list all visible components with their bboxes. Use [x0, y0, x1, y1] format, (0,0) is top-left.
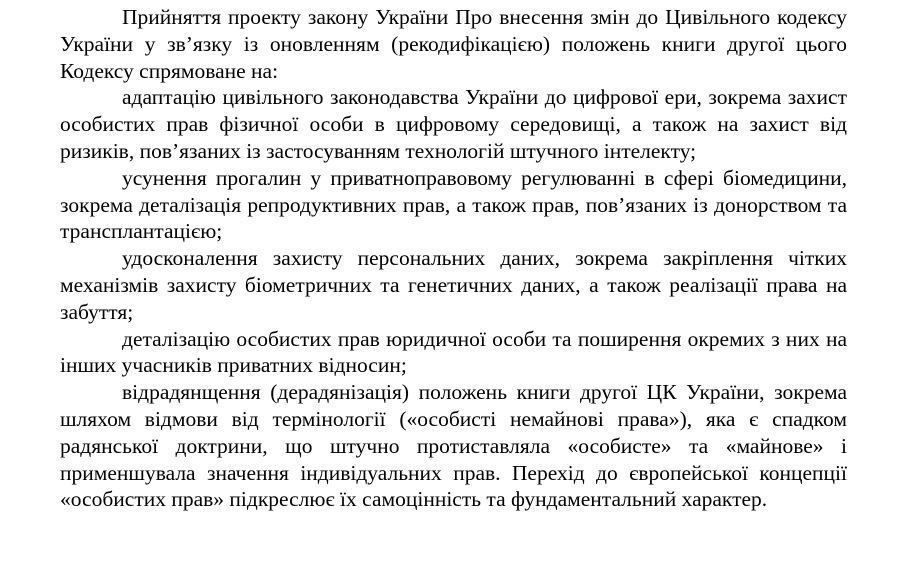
document-body — [60, 4, 847, 513]
list-item: адаптацію цивільного законодавства України до цифрової ери, зокрема захист особистих прав фізичної особи в цифровому середовищі, а також на захист від ризиків, пов’язаних із застосуванням технологій штучного інтелекту; — [60, 85, 847, 163]
intro-paragraph: Прийняття проекту закону України Про внесення змін до Цивільного кодексу України у зв’язку із оновленням (рекодифікацією) положень книги другої цього Кодексу спрямоване на: — [60, 5, 847, 83]
list-item: удосконалення захисту персональних даних, зокрема закріплення чітких механізмів захисту біометричних та генетичних даних, а також реалізації права на забуття; — [60, 246, 847, 324]
list-item: деталізацію особистих прав юридичної особи та поширення окремих з них на інших учасників приватних відносин; — [60, 326, 847, 378]
list-item: відрадянщення (дерадянізація) положень книги другої ЦК України, зокрема шляхом відмови від термінології («особисті немайнові права»), яка є спадком радянської доктрини, що штучно протиставляла «особисте» та «майнове» і применшувала значення індивідуальних прав. Перехід до європейської концепції «особистих прав» підкреслює їх самоцінність та фундаментальний характер. — [60, 380, 847, 512]
list-item: усунення прогалин у приватноправовому регулюванні в сфері біомедицини, зокрема деталізація репродуктивних прав, а також прав, пов’язаних із донорством та трансплантацією; — [60, 165, 847, 244]
